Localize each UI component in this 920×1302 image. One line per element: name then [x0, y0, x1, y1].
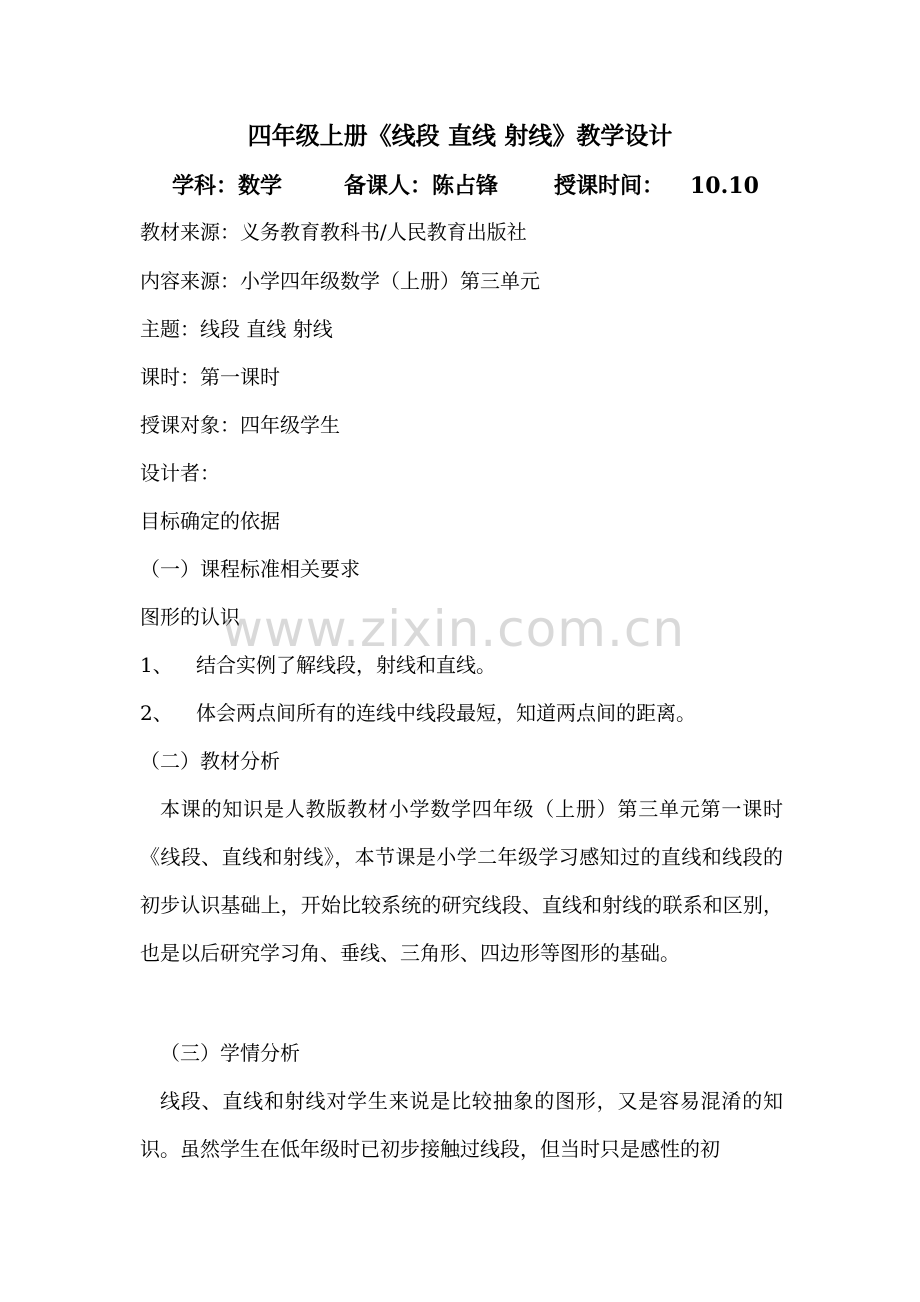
list-item-1-number: 1、: [140, 653, 173, 677]
list-item-1-text: 结合实例了解线段，射线和直线。: [196, 653, 496, 677]
material-source-line: 教材来源：义务教育教科书/人民教育出版社: [140, 220, 527, 244]
section2-heading: （二）教材分析: [140, 749, 280, 773]
meta-time-label: 授课时间：: [554, 173, 665, 199]
topic-line: 主题：线段 直线 射线: [140, 317, 333, 341]
material-analysis-paragraph: 本课的知识是人教版教材小学数学四年级（上册）第三单元第一课时《线段、直线和射线》，本节课是小学二年级学习感知过的直线和线段的初步认识基础上，开始比较系统的研究线段、直线和射线的联系和区别，也是以后研究学习角、垂线、三角形、四边形等图形的基础。: [140, 797, 783, 965]
designer-line: 设计者：: [140, 461, 220, 485]
section3-heading: （三）学情分析: [160, 1041, 300, 1065]
lesson-line: 课时：第一课时: [140, 365, 280, 389]
document-title: 四年级上册《线段 直线 射线》教学设计: [247, 121, 673, 150]
list-item-2-number: 2、: [140, 701, 173, 725]
section1-heading: （一）课程标准相关要求: [140, 557, 360, 581]
watermark-text: www.zixin.com.cn: [222, 600, 686, 658]
list-item-2-text: 体会两点间所有的连线中线段最短，知道两点间的距离。: [196, 701, 696, 725]
audience-line: 授课对象：四年级学生: [140, 413, 340, 437]
content-source-line: 内容来源：小学四年级数学（上册）第三单元: [140, 269, 540, 293]
basis-heading: 目标确定的依据: [140, 509, 280, 533]
meta-time-value: 10.10: [690, 173, 759, 199]
meta-teacher: 备课人：陈占锋: [344, 173, 499, 199]
shape-recognition-line: 图形的认识: [140, 605, 240, 629]
list-item-2: [140, 697, 696, 729]
meta-subject: 学科：数学: [172, 173, 283, 199]
student-analysis-paragraph: 线段、直线和射线对学生来说是比较抽象的图形，又是容易混淆的知识。虽然学生在低年级时已初步接触过线段，但当时只是感性的初: [140, 1089, 783, 1161]
meta-line: [172, 166, 812, 206]
